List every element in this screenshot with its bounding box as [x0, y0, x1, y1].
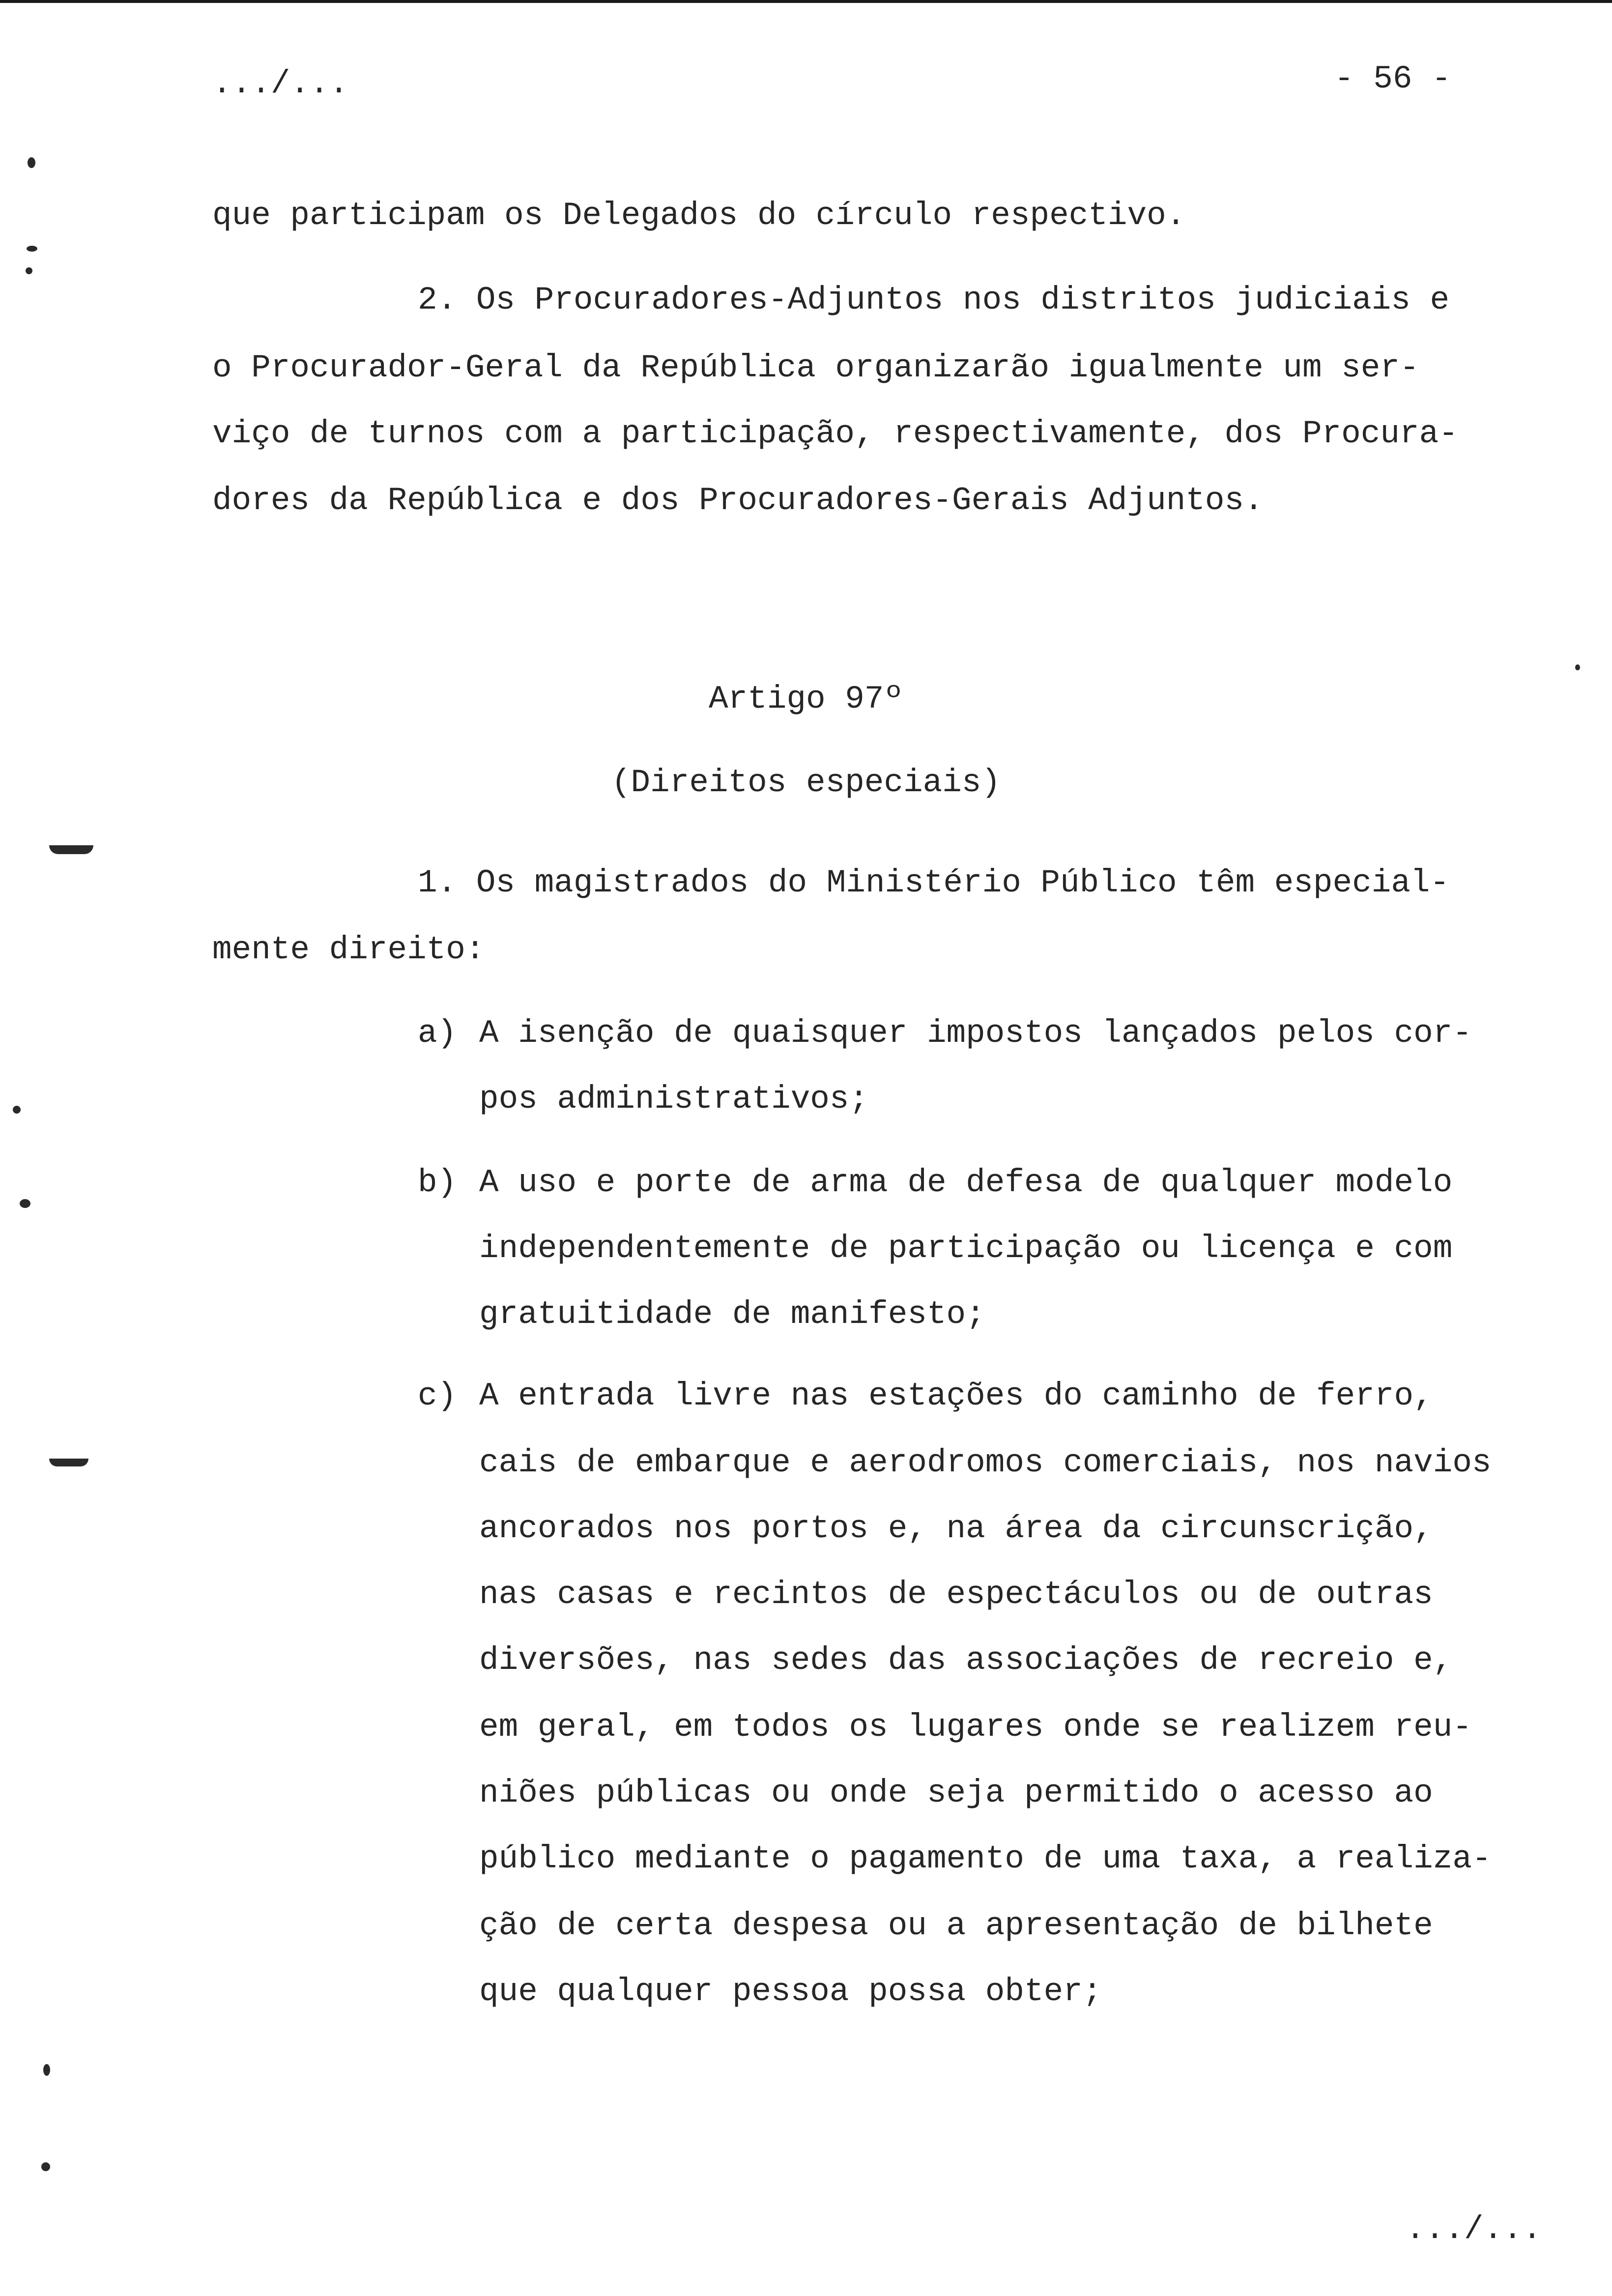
item-c-line-8: público mediante o pagamento de uma taxa, a realiza-: [479, 1840, 1492, 1877]
scan-speck: [43, 2064, 50, 2076]
scan-speck: [13, 1106, 21, 1114]
paragraph-2-line-4: dores da República e dos Procuradores-Gerais Adjuntos.: [212, 482, 1264, 519]
item-c-line-4: nas casas e recintos de espectáculos ou de outras: [479, 1576, 1433, 1613]
item-c-line-7: niões públicas ou onde seja permitido o acesso ao: [479, 1775, 1433, 1811]
item-b-line-1: A uso e porte de arma de defesa de qualquer modelo: [479, 1164, 1453, 1201]
top-border-line: [0, 0, 1612, 3]
item-b-line-3: gratuitidade de manifesto;: [479, 1296, 985, 1333]
scan-speck: [49, 845, 93, 854]
scan-speck: [1575, 664, 1580, 670]
scan-speck: [28, 157, 35, 168]
continuation-mark-bottom: .../...: [1406, 2211, 1542, 2248]
item-c-line-2: cais de embarque e aerodromos comerciais, nos navios: [479, 1444, 1492, 1481]
item-c-label: c): [418, 1378, 457, 1414]
item-c-line-9: ção de certa despesa ou a apresentação de bilhete: [479, 1907, 1433, 1944]
item-a-label: a): [418, 1015, 457, 1052]
item-c-line-6: em geral, em todos os lugares onde se realizem reu-: [479, 1709, 1472, 1746]
scan-speck: [27, 246, 37, 252]
carry-over-line: que participam os Delegados do círculo respectivo.: [212, 197, 1186, 234]
item-c-line-5: diversões, nas sedes das associações de recreio e,: [479, 1642, 1453, 1679]
paragraph-2-line-2: o Procurador-Geral da República organizarão igualmente um ser-: [212, 349, 1419, 386]
article-subtitle: (Direitos especiais): [611, 764, 1001, 801]
scan-speck: [41, 2162, 50, 2171]
item-b-label: b): [418, 1164, 457, 1201]
article-intro-line-2: mente direito:: [212, 931, 485, 968]
paragraph-2-line-1: 2. Os Procuradores-Adjuntos nos distritos judiciais e: [418, 282, 1450, 318]
article-intro-line-1: 1. Os magistrados do Ministério Público têm especial-: [418, 864, 1450, 901]
item-c-line-3: ancorados nos portos e, na área da circunscrição,: [479, 1510, 1433, 1547]
continuation-mark-top: .../...: [212, 65, 349, 102]
page-number: - 56 -: [1334, 60, 1451, 97]
scan-speck: [20, 1199, 30, 1208]
item-a-line-2: pos administrativos;: [479, 1081, 869, 1118]
scan-speck: [49, 1459, 88, 1466]
item-c-line-1: A entrada livre nas estações do caminho de ferro,: [479, 1378, 1433, 1414]
item-b-line-2: independentemente de participação ou licença e com: [479, 1230, 1453, 1267]
scan-speck: [26, 267, 32, 274]
article-title: Artigo 97º: [708, 681, 904, 718]
paragraph-2-line-3: viço de turnos com a participação, respectivamente, dos Procura-: [212, 415, 1458, 452]
item-a-line-1: A isenção de quaisquer impostos lançados pelos cor-: [479, 1015, 1472, 1052]
item-c-line-10: que qualquer pessoa possa obter;: [479, 1973, 1102, 2010]
